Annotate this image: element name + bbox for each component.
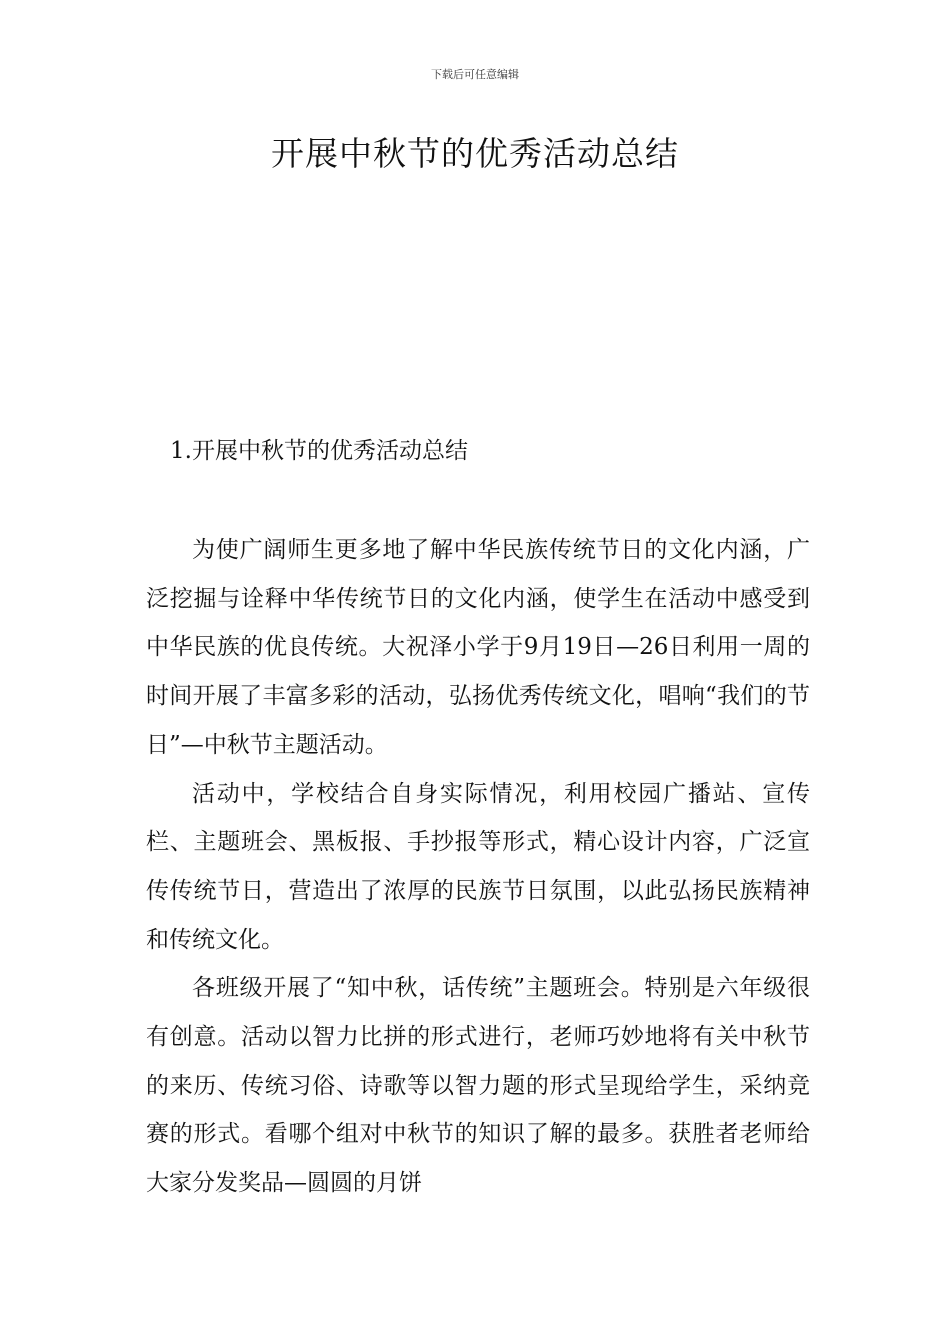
paragraph: 各班级开展了“知中秋，话传统”主题班会。特别是六年级很有创意。活动以智力比拼的形式进行，老师巧妙地将有关中秋节的来历、传统习俗、诗歌等以智力题的形式呈现给学生，采纳竞赛的形式。看哪个组对中秋节的知识了解的最多。获胜者老师给大家分发奖品—圆圆的月饼 (146, 975, 810, 1197)
document-body (146, 526, 810, 1208)
paragraph: 活动中，学校结合自身实际情况，利用校园广播站、宣传栏、主题班会、黑板报、手抄报等形式，精心设计内容，广泛宣传传统节日，营造出了浓厚的民族节日氛围，以此弘扬民族精神和传统文化。 (146, 780, 810, 953)
section-heading: 1.开展中秋节的优秀活动总结 (170, 438, 468, 464)
header-note: 下载后可任意编辑 (431, 68, 519, 81)
document-title: 开展中秋节的优秀活动总结 (271, 134, 679, 173)
paragraph: 为使广阔师生更多地了解中华民族传统节日的文化内涵，广泛挖掘与诠释中华传统节日的文化内涵，使学生在活动中感受到中华民族的优良传统。大祝泽小学于9月19日—26日利用一周的时间开展了丰富多彩的活动，弘扬优秀传统文化，唱响“我们的节日”—中秋节主题活动。 (146, 537, 810, 758)
